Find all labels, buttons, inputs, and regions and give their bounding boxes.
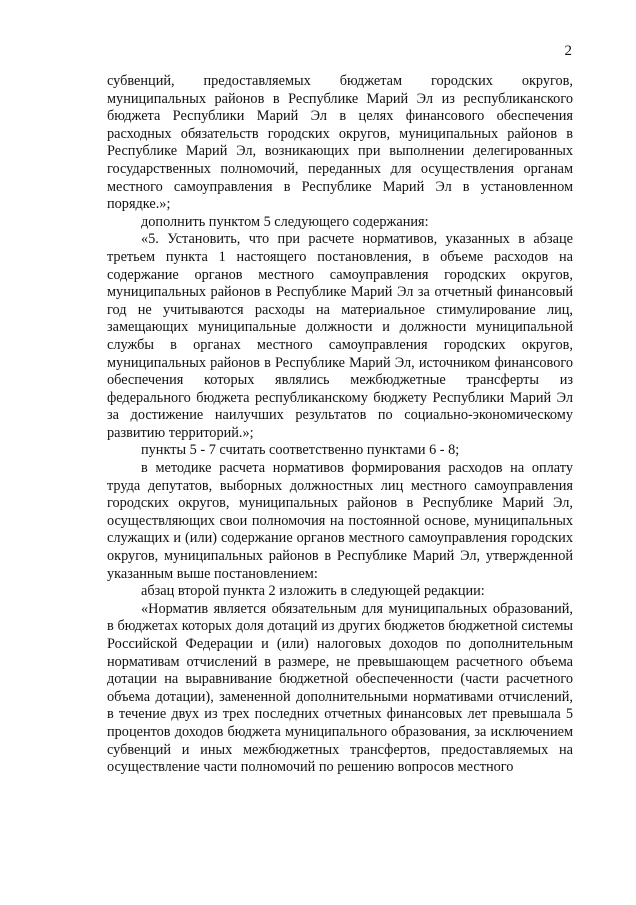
paragraph-renumber-points: пункты 5 - 7 считать соответственно пунктами 6 - 8; [141, 442, 460, 459]
paragraph-point-5-text: «5. Установить, что при расчете нормативов, указанных в абзаце третьем пункта 1 настоящего постановления, в объеме расходов на содержание органов местного самоуправления городских округов, муниципальных районов в Республике Марий Эл за отчетный финансовый год не учитываются расходы на материальное стимулирование лиц, замещающих муниципальные должности и должности муниципальной службы в органах местного самоуправления городских округов, муниципальных районов в Республике Марий Эл, источником финансового обеспечения которых являлись межбюджетные трансферты из федерального бюджета республиканскому бюджету Республики Марий Эл за достижение наилучших результатов по социально-экономическому развитию территорий.»; [107, 231, 573, 441]
paragraph-add-point-5: дополнить пунктом 5 следующего содержания: [141, 213, 429, 230]
paragraph-methodology: в методике расчета нормативов формирования расходов на оплату труда депутатов, выборных должностных лиц местного самоуправления городских округов, муниципальных районов в Республике Марий Эл, осуществляющих свои полномочия на постоянной основе, муниципальных служащих и (или) содержание органов местного самоуправления городских округов, муниципальных районов в Республике Марий Эл, утвержденной указанным выше постановлением: [107, 460, 573, 582]
document-body [107, 73, 573, 777]
paragraph-subventions-continuation: субвенций, предоставляемых бюджетам городских округов, муниципальных районов в Республике Марий Эл из республиканского бюджета Республики Марий Эл в целях финансового обеспечения расходных обязательств городских округов, муниципальных районов в Республике Марий Эл, возникающих при выполнении делегированных государственных полномочий, переданных для осуществления органам местного самоуправления в Республике Марий Эл в установленном порядке.»; [107, 73, 573, 213]
paragraph-second-abzac: абзац второй пункта 2 изложить в следующей редакции: [141, 583, 485, 600]
page-number: 2 [564, 43, 572, 59]
paragraph-normative-text: «Норматив является обязательным для муниципальных образований, в бюджетах которых доля дотаций из других бюджетов бюджетной системы Российской Федерации и (или) налоговых доходов по дополнительным нормативам отчислений в размере, не превышающем расчетного объема дотации на выравнивание бюджетной обеспеченности (части расчетного объема дотации), замененной дополнительными нормативами отчислений, в течение двух из трех последних отчетных финансовых лет превышала 5 процентов доходов бюджета муниципального образования, за исключением субвенций и иных межбюджетных трансфертов, предоставляемых на осуществление части полномочий по решению вопросов местного [107, 600, 573, 776]
